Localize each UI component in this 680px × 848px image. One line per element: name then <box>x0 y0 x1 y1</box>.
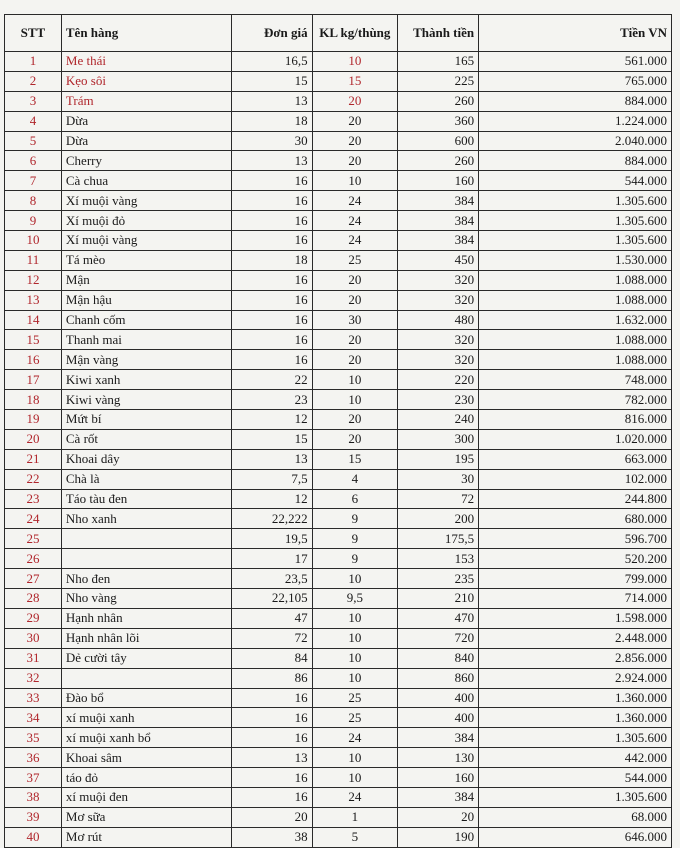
cell-name: Cà chua <box>61 171 231 191</box>
table-row <box>5 131 672 151</box>
cell-stt: 31 <box>5 648 62 668</box>
cell-total: 450 <box>398 250 479 270</box>
cell-kl: 10 <box>312 748 397 768</box>
cell-kl: 24 <box>312 787 397 807</box>
cell-kl: 1 <box>312 807 397 827</box>
cell-total: 175,5 <box>398 529 479 549</box>
cell-stt: 12 <box>5 270 62 290</box>
cell-total: 195 <box>398 449 479 469</box>
cell-vnd: 442.000 <box>479 748 672 768</box>
cell-price: 16 <box>231 768 312 788</box>
table-row <box>5 211 672 231</box>
cell-vnd: 1.305.600 <box>479 191 672 211</box>
cell-vnd: 1.224.000 <box>479 111 672 131</box>
cell-kl: 10 <box>312 768 397 788</box>
cell-vnd: 765.000 <box>479 71 672 91</box>
table-row <box>5 310 672 330</box>
cell-kl: 20 <box>312 111 397 131</box>
cell-price: 13 <box>231 449 312 469</box>
header-vnd: Tiền VN <box>479 15 672 52</box>
cell-name: xí muội xanh <box>61 708 231 728</box>
cell-price: 15 <box>231 429 312 449</box>
table-row <box>5 449 672 469</box>
cell-stt: 13 <box>5 290 62 310</box>
cell-vnd: 1.530.000 <box>479 250 672 270</box>
cell-total: 160 <box>398 768 479 788</box>
cell-name <box>61 529 231 549</box>
cell-stt: 3 <box>5 91 62 111</box>
cell-name: Dừa <box>61 111 231 131</box>
table-row <box>5 827 672 847</box>
table-row <box>5 509 672 529</box>
cell-price: 18 <box>231 111 312 131</box>
table-row <box>5 410 672 430</box>
cell-total: 470 <box>398 608 479 628</box>
table-row <box>5 549 672 569</box>
cell-vnd: 1.305.600 <box>479 787 672 807</box>
cell-kl: 9,5 <box>312 589 397 609</box>
cell-stt: 30 <box>5 628 62 648</box>
table-row <box>5 270 672 290</box>
table-row <box>5 290 672 310</box>
table-row <box>5 469 672 489</box>
header-row <box>5 15 672 52</box>
cell-name: Xí muội vàng <box>61 191 231 211</box>
cell-price: 12 <box>231 489 312 509</box>
cell-price: 16 <box>231 191 312 211</box>
cell-name: Xí muội vàng <box>61 231 231 251</box>
table-row <box>5 589 672 609</box>
cell-name: Cà rốt <box>61 429 231 449</box>
cell-total: 165 <box>398 52 479 72</box>
cell-stt: 32 <box>5 668 62 688</box>
cell-vnd: 1.020.000 <box>479 429 672 449</box>
cell-name: Kiwi vàng <box>61 390 231 410</box>
cell-stt: 1 <box>5 52 62 72</box>
cell-total: 320 <box>398 350 479 370</box>
table-row <box>5 648 672 668</box>
cell-vnd: 1.305.600 <box>479 728 672 748</box>
cell-price: 16 <box>231 350 312 370</box>
table-row <box>5 111 672 131</box>
cell-stt: 20 <box>5 429 62 449</box>
cell-vnd: 714.000 <box>479 589 672 609</box>
cell-name: Nho xanh <box>61 509 231 529</box>
table-row <box>5 350 672 370</box>
cell-vnd: 1.088.000 <box>479 330 672 350</box>
cell-vnd: 646.000 <box>479 827 672 847</box>
cell-stt: 17 <box>5 370 62 390</box>
cell-vnd: 816.000 <box>479 410 672 430</box>
cell-kl: 25 <box>312 688 397 708</box>
cell-stt: 28 <box>5 589 62 609</box>
cell-total: 225 <box>398 71 479 91</box>
cell-total: 384 <box>398 728 479 748</box>
cell-price: 86 <box>231 668 312 688</box>
cell-name: Nho đen <box>61 569 231 589</box>
cell-name: xí muội đen <box>61 787 231 807</box>
table-row <box>5 728 672 748</box>
cell-total: 20 <box>398 807 479 827</box>
cell-stt: 26 <box>5 549 62 569</box>
cell-name: Khoai sâm <box>61 748 231 768</box>
cell-kl: 20 <box>312 410 397 430</box>
cell-kl: 10 <box>312 628 397 648</box>
cell-price: 47 <box>231 608 312 628</box>
cell-kl: 5 <box>312 827 397 847</box>
cell-price: 38 <box>231 827 312 847</box>
cell-stt: 6 <box>5 151 62 171</box>
cell-total: 200 <box>398 509 479 529</box>
sheet-top-edge <box>0 0 680 14</box>
table-row <box>5 330 672 350</box>
price-table <box>4 14 672 848</box>
cell-vnd: 1.360.000 <box>479 708 672 728</box>
cell-stt: 11 <box>5 250 62 270</box>
cell-total: 160 <box>398 171 479 191</box>
table-row <box>5 52 672 72</box>
cell-vnd: 561.000 <box>479 52 672 72</box>
cell-vnd: 799.000 <box>479 569 672 589</box>
cell-kl: 20 <box>312 330 397 350</box>
cell-name: Táo tàu đen <box>61 489 231 509</box>
cell-name: Trám <box>61 91 231 111</box>
cell-vnd: 244.800 <box>479 489 672 509</box>
cell-vnd: 544.000 <box>479 768 672 788</box>
cell-vnd: 884.000 <box>479 91 672 111</box>
cell-name: táo đỏ <box>61 768 231 788</box>
cell-price: 19,5 <box>231 529 312 549</box>
cell-kl: 20 <box>312 290 397 310</box>
cell-total: 260 <box>398 91 479 111</box>
cell-total: 320 <box>398 290 479 310</box>
cell-kl: 10 <box>312 668 397 688</box>
cell-name: Cherry <box>61 151 231 171</box>
header-kl: KL kg/thùng <box>312 15 397 52</box>
cell-kl: 20 <box>312 270 397 290</box>
cell-name: Thanh mai <box>61 330 231 350</box>
cell-name: Xí muội đỏ <box>61 211 231 231</box>
cell-name <box>61 549 231 569</box>
header-price: Đơn giá <box>231 15 312 52</box>
table-row <box>5 250 672 270</box>
cell-kl: 10 <box>312 171 397 191</box>
cell-price: 12 <box>231 410 312 430</box>
table-row <box>5 151 672 171</box>
cell-total: 360 <box>398 111 479 131</box>
cell-stt: 2 <box>5 71 62 91</box>
cell-kl: 20 <box>312 151 397 171</box>
cell-name: Dừa <box>61 131 231 151</box>
cell-name: Mận vàng <box>61 350 231 370</box>
cell-stt: 18 <box>5 390 62 410</box>
cell-stt: 22 <box>5 469 62 489</box>
table-row <box>5 370 672 390</box>
table-row <box>5 191 672 211</box>
cell-price: 13 <box>231 748 312 768</box>
cell-vnd: 102.000 <box>479 469 672 489</box>
cell-total: 153 <box>398 549 479 569</box>
cell-stt: 23 <box>5 489 62 509</box>
header-name: Tên hàng <box>61 15 231 52</box>
cell-total: 220 <box>398 370 479 390</box>
cell-total: 260 <box>398 151 479 171</box>
cell-vnd: 1.305.600 <box>479 211 672 231</box>
cell-price: 15 <box>231 71 312 91</box>
cell-price: 16 <box>231 231 312 251</box>
cell-stt: 34 <box>5 708 62 728</box>
cell-price: 20 <box>231 807 312 827</box>
cell-kl: 10 <box>312 390 397 410</box>
cell-kl: 24 <box>312 211 397 231</box>
cell-total: 300 <box>398 429 479 449</box>
cell-name: Mơ sữa <box>61 807 231 827</box>
cell-stt: 8 <box>5 191 62 211</box>
cell-price: 7,5 <box>231 469 312 489</box>
cell-stt: 10 <box>5 231 62 251</box>
table-row <box>5 390 672 410</box>
cell-stt: 9 <box>5 211 62 231</box>
cell-vnd: 1.360.000 <box>479 688 672 708</box>
cell-total: 384 <box>398 211 479 231</box>
cell-name: xí muội xanh bổ <box>61 728 231 748</box>
cell-stt: 38 <box>5 787 62 807</box>
cell-price: 13 <box>231 151 312 171</box>
cell-stt: 5 <box>5 131 62 151</box>
cell-name: Mơ rút <box>61 827 231 847</box>
cell-name: Đào bổ <box>61 688 231 708</box>
cell-kl: 20 <box>312 131 397 151</box>
cell-vnd: 1.632.000 <box>479 310 672 330</box>
cell-name: Kiwi xanh <box>61 370 231 390</box>
cell-name: Hạnh nhân <box>61 608 231 628</box>
cell-vnd: 1.088.000 <box>479 270 672 290</box>
cell-stt: 33 <box>5 688 62 708</box>
table-row <box>5 787 672 807</box>
cell-stt: 40 <box>5 827 62 847</box>
cell-kl: 10 <box>312 608 397 628</box>
cell-vnd: 520.200 <box>479 549 672 569</box>
cell-vnd: 68.000 <box>479 807 672 827</box>
cell-stt: 35 <box>5 728 62 748</box>
cell-stt: 7 <box>5 171 62 191</box>
cell-total: 384 <box>398 787 479 807</box>
cell-total: 235 <box>398 569 479 589</box>
cell-kl: 20 <box>312 350 397 370</box>
cell-total: 840 <box>398 648 479 668</box>
cell-vnd: 596.700 <box>479 529 672 549</box>
cell-vnd: 544.000 <box>479 171 672 191</box>
cell-name: Dẻ cười tây <box>61 648 231 668</box>
cell-price: 23,5 <box>231 569 312 589</box>
cell-price: 22,222 <box>231 509 312 529</box>
cell-vnd: 663.000 <box>479 449 672 469</box>
header-total: Thành tiền <box>398 15 479 52</box>
cell-stt: 14 <box>5 310 62 330</box>
cell-vnd: 680.000 <box>479 509 672 529</box>
cell-price: 16 <box>231 270 312 290</box>
cell-stt: 36 <box>5 748 62 768</box>
cell-kl: 25 <box>312 708 397 728</box>
cell-stt: 27 <box>5 569 62 589</box>
cell-price: 13 <box>231 91 312 111</box>
cell-price: 22,105 <box>231 589 312 609</box>
cell-total: 400 <box>398 688 479 708</box>
cell-stt: 19 <box>5 410 62 430</box>
cell-name: Chanh cốm <box>61 310 231 330</box>
cell-kl: 6 <box>312 489 397 509</box>
cell-vnd: 748.000 <box>479 370 672 390</box>
cell-total: 30 <box>398 469 479 489</box>
table-body <box>5 52 672 848</box>
cell-vnd: 782.000 <box>479 390 672 410</box>
cell-total: 210 <box>398 589 479 609</box>
cell-kl: 9 <box>312 509 397 529</box>
cell-name: Me thái <box>61 52 231 72</box>
cell-kl: 10 <box>312 569 397 589</box>
table-row <box>5 748 672 768</box>
cell-name <box>61 668 231 688</box>
table-row <box>5 91 672 111</box>
table-row <box>5 429 672 449</box>
cell-stt: 25 <box>5 529 62 549</box>
cell-total: 240 <box>398 410 479 430</box>
cell-vnd: 1.088.000 <box>479 290 672 310</box>
cell-stt: 37 <box>5 768 62 788</box>
cell-kl: 20 <box>312 91 397 111</box>
cell-price: 23 <box>231 390 312 410</box>
cell-name: Khoai dây <box>61 449 231 469</box>
cell-total: 190 <box>398 827 479 847</box>
cell-name: Chà là <box>61 469 231 489</box>
cell-stt: 15 <box>5 330 62 350</box>
cell-stt: 21 <box>5 449 62 469</box>
cell-price: 16 <box>231 171 312 191</box>
cell-kl: 10 <box>312 52 397 72</box>
cell-price: 22 <box>231 370 312 390</box>
cell-kl: 20 <box>312 429 397 449</box>
cell-name: Hạnh nhân lõi <box>61 628 231 648</box>
cell-price: 18 <box>231 250 312 270</box>
cell-kl: 30 <box>312 310 397 330</box>
cell-vnd: 1.305.600 <box>479 231 672 251</box>
cell-vnd: 2.448.000 <box>479 628 672 648</box>
table-row <box>5 529 672 549</box>
table-row <box>5 608 672 628</box>
cell-price: 84 <box>231 648 312 668</box>
cell-kl: 10 <box>312 370 397 390</box>
header-stt: STT <box>5 15 62 52</box>
cell-price: 16,5 <box>231 52 312 72</box>
cell-price: 16 <box>231 728 312 748</box>
cell-price: 16 <box>231 211 312 231</box>
cell-name: Mận <box>61 270 231 290</box>
cell-vnd: 1.088.000 <box>479 350 672 370</box>
cell-name: Mứt bí <box>61 410 231 430</box>
cell-price: 16 <box>231 708 312 728</box>
cell-total: 860 <box>398 668 479 688</box>
cell-price: 16 <box>231 787 312 807</box>
table-row <box>5 489 672 509</box>
cell-total: 230 <box>398 390 479 410</box>
cell-kl: 10 <box>312 648 397 668</box>
cell-vnd: 2.040.000 <box>479 131 672 151</box>
cell-kl: 9 <box>312 549 397 569</box>
cell-price: 72 <box>231 628 312 648</box>
cell-total: 600 <box>398 131 479 151</box>
cell-price: 30 <box>231 131 312 151</box>
cell-kl: 4 <box>312 469 397 489</box>
cell-kl: 24 <box>312 231 397 251</box>
table-row <box>5 231 672 251</box>
cell-name: Kẹo sôi <box>61 71 231 91</box>
table-row <box>5 71 672 91</box>
table-row <box>5 569 672 589</box>
table-row <box>5 668 672 688</box>
cell-price: 17 <box>231 549 312 569</box>
cell-total: 72 <box>398 489 479 509</box>
cell-vnd: 1.598.000 <box>479 608 672 628</box>
cell-price: 16 <box>231 330 312 350</box>
cell-kl: 15 <box>312 449 397 469</box>
cell-name: Tá mèo <box>61 250 231 270</box>
cell-name: Nho vàng <box>61 589 231 609</box>
cell-stt: 39 <box>5 807 62 827</box>
cell-total: 320 <box>398 330 479 350</box>
table-row <box>5 171 672 191</box>
cell-price: 16 <box>231 688 312 708</box>
cell-price: 16 <box>231 310 312 330</box>
table-row <box>5 708 672 728</box>
cell-total: 384 <box>398 191 479 211</box>
cell-price: 16 <box>231 290 312 310</box>
cell-stt: 24 <box>5 509 62 529</box>
cell-kl: 9 <box>312 529 397 549</box>
cell-total: 480 <box>398 310 479 330</box>
cell-total: 384 <box>398 231 479 251</box>
table-row <box>5 688 672 708</box>
table-row <box>5 807 672 827</box>
cell-total: 320 <box>398 270 479 290</box>
cell-stt: 29 <box>5 608 62 628</box>
cell-total: 130 <box>398 748 479 768</box>
cell-kl: 25 <box>312 250 397 270</box>
cell-name: Mận hậu <box>61 290 231 310</box>
cell-stt: 4 <box>5 111 62 131</box>
cell-vnd: 2.856.000 <box>479 648 672 668</box>
table-row <box>5 628 672 648</box>
cell-total: 400 <box>398 708 479 728</box>
cell-kl: 15 <box>312 71 397 91</box>
cell-vnd: 884.000 <box>479 151 672 171</box>
cell-kl: 24 <box>312 191 397 211</box>
table-row <box>5 768 672 788</box>
cell-stt: 16 <box>5 350 62 370</box>
cell-total: 720 <box>398 628 479 648</box>
cell-vnd: 2.924.000 <box>479 668 672 688</box>
cell-kl: 24 <box>312 728 397 748</box>
